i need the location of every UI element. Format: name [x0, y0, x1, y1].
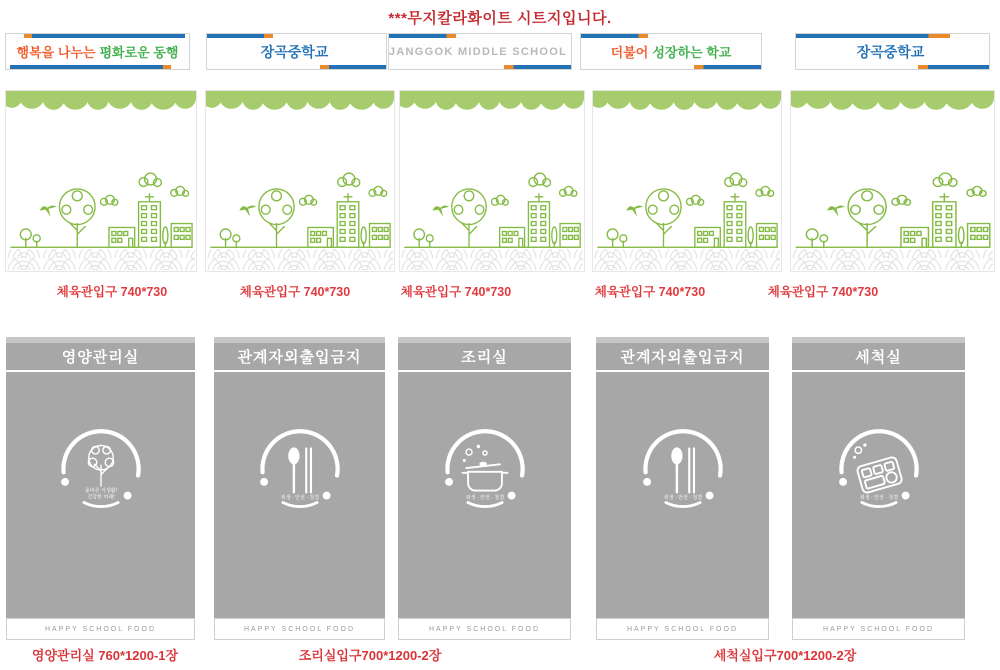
accent-bar-top	[389, 34, 456, 38]
gym-size-label-3: 체육관입구 740*730	[400, 285, 512, 299]
spoon-chopsticks-icon	[671, 447, 695, 493]
footer-text: HAPPY SCHOOL FOOD	[44, 625, 157, 633]
sign-title: 관계자외출입금지	[237, 349, 362, 366]
sign-title: 조리실	[461, 349, 508, 366]
sign-divider	[596, 370, 769, 372]
sign-footer	[398, 618, 571, 640]
banner-text: 성장하는 학교	[652, 45, 732, 60]
sign-divider	[214, 370, 385, 372]
gym-size-label-2: 체육관입구 740*730	[239, 285, 351, 299]
accent-bar-top	[581, 34, 648, 38]
city-illustration	[6, 91, 196, 271]
sign-divider	[398, 370, 571, 372]
gym-entrance-panel-4	[592, 90, 782, 272]
header-banner-school-name-1	[206, 33, 387, 70]
emblem-caption: 위생 · 안전 · 청결	[465, 495, 504, 502]
sign-footer	[792, 618, 965, 640]
banner-text: 평화로운 동행	[99, 45, 179, 60]
sign-top-strip	[792, 337, 965, 343]
sign-title: 관계자외출입금지	[620, 349, 745, 366]
accent-bar-bottom	[694, 65, 761, 69]
size-label-nutrition-office: 영양관리실 760*1200-1장	[31, 648, 179, 663]
banner-text: JANGGOK MIDDLE SCHOOL	[388, 45, 568, 58]
footer-text: HAPPY SCHOOL FOOD	[243, 625, 356, 633]
city-illustration	[791, 91, 994, 271]
header-banner-english-name	[388, 33, 572, 70]
gym-entrance-panel-1	[5, 90, 197, 272]
header-banner-slogan-1	[5, 33, 190, 70]
sign-divider	[6, 370, 195, 372]
sign-emblem	[54, 422, 148, 516]
sign-emblem	[636, 422, 730, 516]
city-illustration	[400, 91, 584, 271]
sign-top-strip	[214, 337, 385, 343]
size-label-kitchen-entrance: 조리실입구700*1200-2장	[298, 648, 442, 663]
city-illustration	[593, 91, 781, 271]
accent-bar-top	[207, 34, 273, 38]
spoon-chopsticks-icon	[288, 447, 312, 493]
sign-top-strip	[596, 337, 769, 343]
footer-text: HAPPY SCHOOL FOOD	[626, 625, 739, 633]
sign-footer	[214, 618, 385, 640]
sign-footer	[6, 618, 195, 640]
page-title: ***무지칼라화이트 시트지입니다.	[388, 10, 612, 27]
emblem-caption: 위생 · 안전 · 청결	[859, 495, 898, 502]
sign-top-strip	[6, 337, 195, 343]
door-sign-dishwashing-room	[792, 337, 965, 640]
emblem-caption: 위생 · 안전 · 청결	[280, 495, 319, 502]
sign-emblem	[438, 422, 532, 516]
door-sign-staff-only-1	[214, 337, 385, 640]
tree-icon	[88, 446, 113, 486]
gym-size-label-1: 체육관입구 740*730	[56, 285, 168, 299]
food-tray-icon	[853, 443, 903, 493]
gym-size-label-4: 체육관입구 740*730	[594, 285, 706, 299]
cooking-pot-icon	[462, 445, 507, 491]
gym-entrance-panel-2	[205, 90, 395, 272]
sign-top-strip	[398, 337, 571, 343]
gym-entrance-panel-3	[399, 90, 585, 272]
banner-text: 장곡중학교	[260, 43, 329, 60]
accent-bar-top	[24, 34, 185, 38]
sign-emblem	[253, 422, 347, 516]
city-illustration	[206, 91, 394, 271]
banner-text: 더불어	[610, 45, 649, 60]
emblem-caption: 위생 · 안전 · 청결	[663, 495, 702, 502]
sign-emblem	[832, 422, 926, 516]
header-banner-slogan-2	[580, 33, 762, 70]
footer-text: HAPPY SCHOOL FOOD	[822, 625, 935, 633]
sign-divider	[792, 370, 965, 372]
banner-text: 장곡중학교	[856, 43, 925, 60]
header-banner-school-name-2	[795, 33, 990, 70]
banner-text: 행복을 나누는	[16, 45, 96, 60]
door-sign-nutrition-office	[6, 337, 195, 640]
accent-bar-top	[796, 34, 950, 38]
door-sign-staff-only-2	[596, 337, 769, 640]
footer-text: HAPPY SCHOOL FOOD	[428, 625, 541, 633]
accent-bar-bottom	[320, 65, 386, 69]
size-label-dishwashing-entrance: 세척실입구700*1200-2장	[713, 648, 857, 663]
sign-title: 영양관리실	[61, 349, 140, 366]
sign-title: 세척실	[855, 349, 902, 366]
door-sign-kitchen	[398, 337, 571, 640]
emblem-caption: 건강한 미래!	[86, 494, 115, 501]
accent-bar-bottom	[504, 65, 571, 69]
accent-bar-bottom	[10, 65, 171, 69]
emblem-caption: 올바른 식생활!	[84, 488, 117, 495]
gym-size-label-5: 체육관입구 740*730	[767, 285, 879, 299]
accent-bar-bottom	[918, 65, 989, 69]
sign-footer	[596, 618, 769, 640]
gym-entrance-panel-5	[790, 90, 995, 272]
